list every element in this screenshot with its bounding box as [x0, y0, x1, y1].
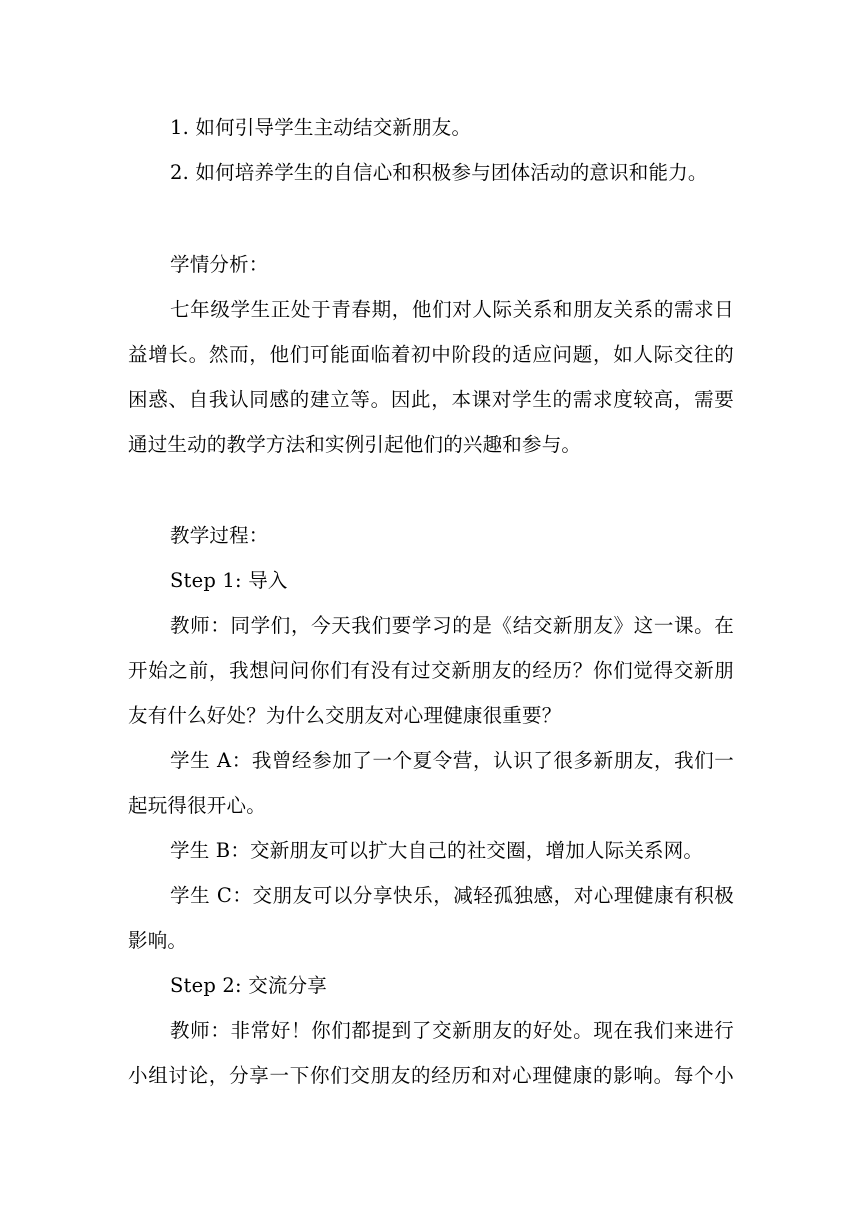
teacher-line-2: 开始之前，我想问问你们有没有过交新朋友的经历？你们觉得交新朋 — [128, 659, 734, 682]
teacher-line-3: 友有什么好处？为什么交朋友对心理健康很重要？ — [128, 704, 562, 727]
teacher-line-1: 教师：同学们，今天我们要学习的是《结交新朋友》这一课。在 — [170, 614, 734, 637]
student-a-line-2: 起玩得很开心。 — [128, 794, 266, 817]
objective-1: 1. 如何引导学生主动结交新朋友。 — [170, 116, 472, 139]
learner-analysis-line-4: 通过生动的教学方法和实例引起他们的兴趣和参与。 — [128, 433, 582, 456]
step-2-heading: Step 2: 交流分享 — [170, 974, 327, 997]
process-heading: 教学过程： — [170, 524, 269, 547]
teacher2-line-2: 小组讨论，分享一下你们交朋友的经历和对心理健康的影响。每个小 — [128, 1064, 734, 1087]
step-1-heading: Step 1: 导入 — [170, 569, 288, 592]
teacher2-line-1: 教师：非常好！你们都提到了交新朋友的好处。现在我们来进行 — [170, 1019, 734, 1042]
learner-analysis-line-2: 益增长。然而，他们可能面临着初中阶段的适应问题，如人际交往的 — [128, 343, 734, 366]
learner-analysis-line-1: 七年级学生正处于青春期，他们对人际关系和朋友关系的需求日 — [170, 298, 734, 321]
student-c-line-2: 影响。 — [128, 929, 188, 952]
student-b-line: 学生 B：交新朋友可以扩大自己的社交圈，增加人际关系网。 — [170, 839, 704, 862]
learner-analysis-line-3: 困惑、自我认同感的建立等。因此，本课对学生的需求度较高，需要 — [128, 388, 734, 411]
learner-analysis-heading: 学情分析： — [170, 253, 269, 276]
objective-2: 2. 如何培养学生的自信心和积极参与团体活动的意识和能力。 — [170, 161, 708, 184]
student-c-line-1: 学生 C：交朋友可以分享快乐，减轻孤独感，对心理健康有积极 — [170, 884, 734, 907]
student-a-line-1: 学生 A：我曾经参加了一个夏令营，认识了很多新朋友，我们一 — [170, 749, 734, 772]
